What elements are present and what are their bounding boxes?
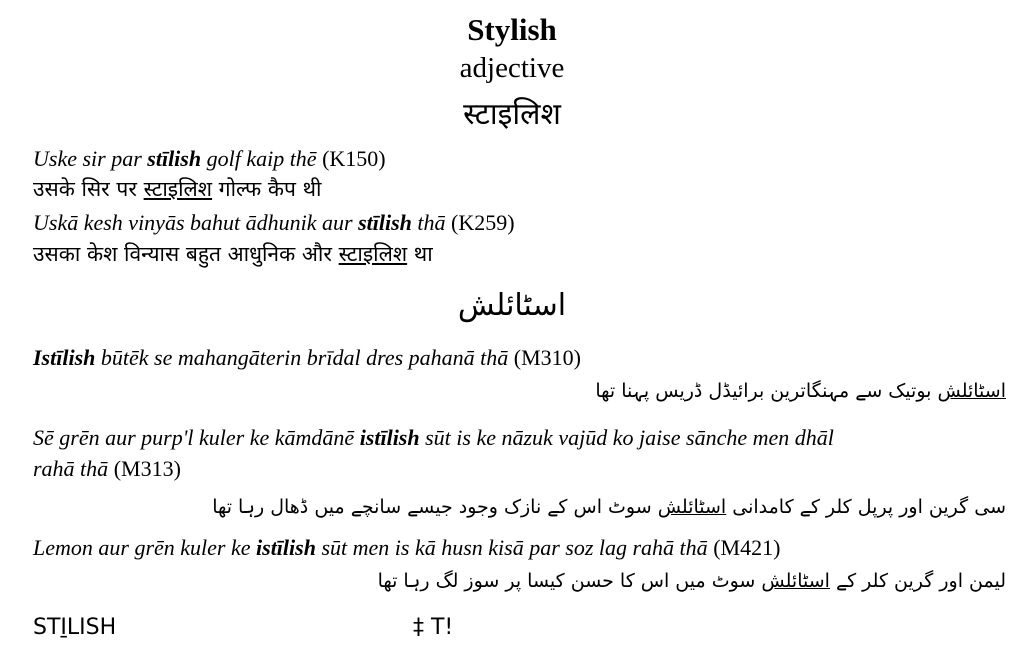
example-5-transliteration: [33, 535, 780, 561]
source-reference: (M313): [108, 456, 181, 481]
example-keyword: istīlish: [359, 425, 420, 450]
example-text: بوتیک سے مہنگاترین برائیڈل ڈریس پہنا تھا: [595, 380, 938, 402]
example-text: لیمن اور گرین کلر کے: [829, 570, 1006, 592]
example-text: thā: [411, 210, 446, 235]
hindi-headword: स्टाइलिश: [463, 97, 561, 132]
example-keyword: stīlish: [358, 210, 412, 235]
source-reference: (M310): [508, 345, 581, 370]
example-text: उसके सिर पर: [33, 177, 144, 201]
example-4-transliteration: [33, 425, 834, 451]
example-text: rahā thā: [33, 456, 109, 481]
example-text: गोल्फ कैप थी: [212, 177, 322, 201]
part-of-speech: adjective: [459, 52, 565, 84]
example-text: سی گرین اور پرپل کلر کے کامدانی: [726, 496, 1006, 518]
example-keyword: Istīlish: [33, 345, 96, 370]
example-1-transliteration: [33, 146, 386, 172]
example-keyword: اسٹائلش: [761, 570, 830, 592]
example-text: sūt men is kā husn kisā par soz lag rahā thā: [315, 535, 708, 560]
headword: Stylish: [467, 12, 557, 47]
example-keyword: istīlish: [256, 535, 316, 560]
example-3-transliteration: [33, 345, 581, 371]
example-text: būtēk se mahangāterin brīdal dres pahanā thā: [95, 345, 509, 370]
example-text: Uskā kesh vinyās bahut ādhunik aur: [33, 210, 359, 235]
example-4-urdu: [212, 496, 1006, 518]
entry-code: STI̱LISH: [33, 615, 117, 640]
example-4-transliteration-continued: [33, 456, 181, 482]
example-1-hindi: [33, 175, 321, 203]
example-text: Sē grēn aur purp'l kuler ke kāmdānē: [33, 425, 360, 450]
example-text: उसका केश विन्यास बहुत आधुनिक और: [33, 242, 339, 266]
source-reference: (K259): [445, 210, 515, 235]
example-3-urdu: [595, 380, 1006, 402]
example-keyword: اسٹائلش: [657, 496, 727, 518]
entry-mark: ‡ T!: [413, 615, 454, 640]
example-keyword: स्टाइलिश: [143, 177, 213, 201]
example-2-hindi: [33, 240, 433, 268]
example-text: था: [407, 242, 433, 266]
example-2-transliteration: [33, 210, 515, 236]
source-reference: (K150): [316, 146, 386, 171]
source-reference: (M421): [707, 535, 781, 560]
example-text: sūt is ke nāzuk vajūd ko jaise sānche men dhāl: [419, 425, 834, 450]
example-text: Lemon aur grēn kuler ke: [33, 535, 257, 560]
example-5-urdu: [378, 570, 1006, 592]
urdu-headword: اسٹائلش: [457, 288, 567, 323]
example-text: سوٹ میں اس کا حسن کیسا پر سوز لگ رہا تھا: [377, 570, 762, 592]
example-text: سوٹ اس کے نازک وجود جیسے سانچے میں ڈھال رہا تھا: [212, 496, 658, 518]
example-keyword: اسٹائلش: [937, 380, 1006, 402]
example-text: golf kaip thē: [201, 146, 317, 171]
example-keyword: stīlish: [147, 146, 202, 171]
example-text: Uske sir par: [33, 146, 148, 171]
example-keyword: स्टाइलिश: [338, 242, 408, 266]
